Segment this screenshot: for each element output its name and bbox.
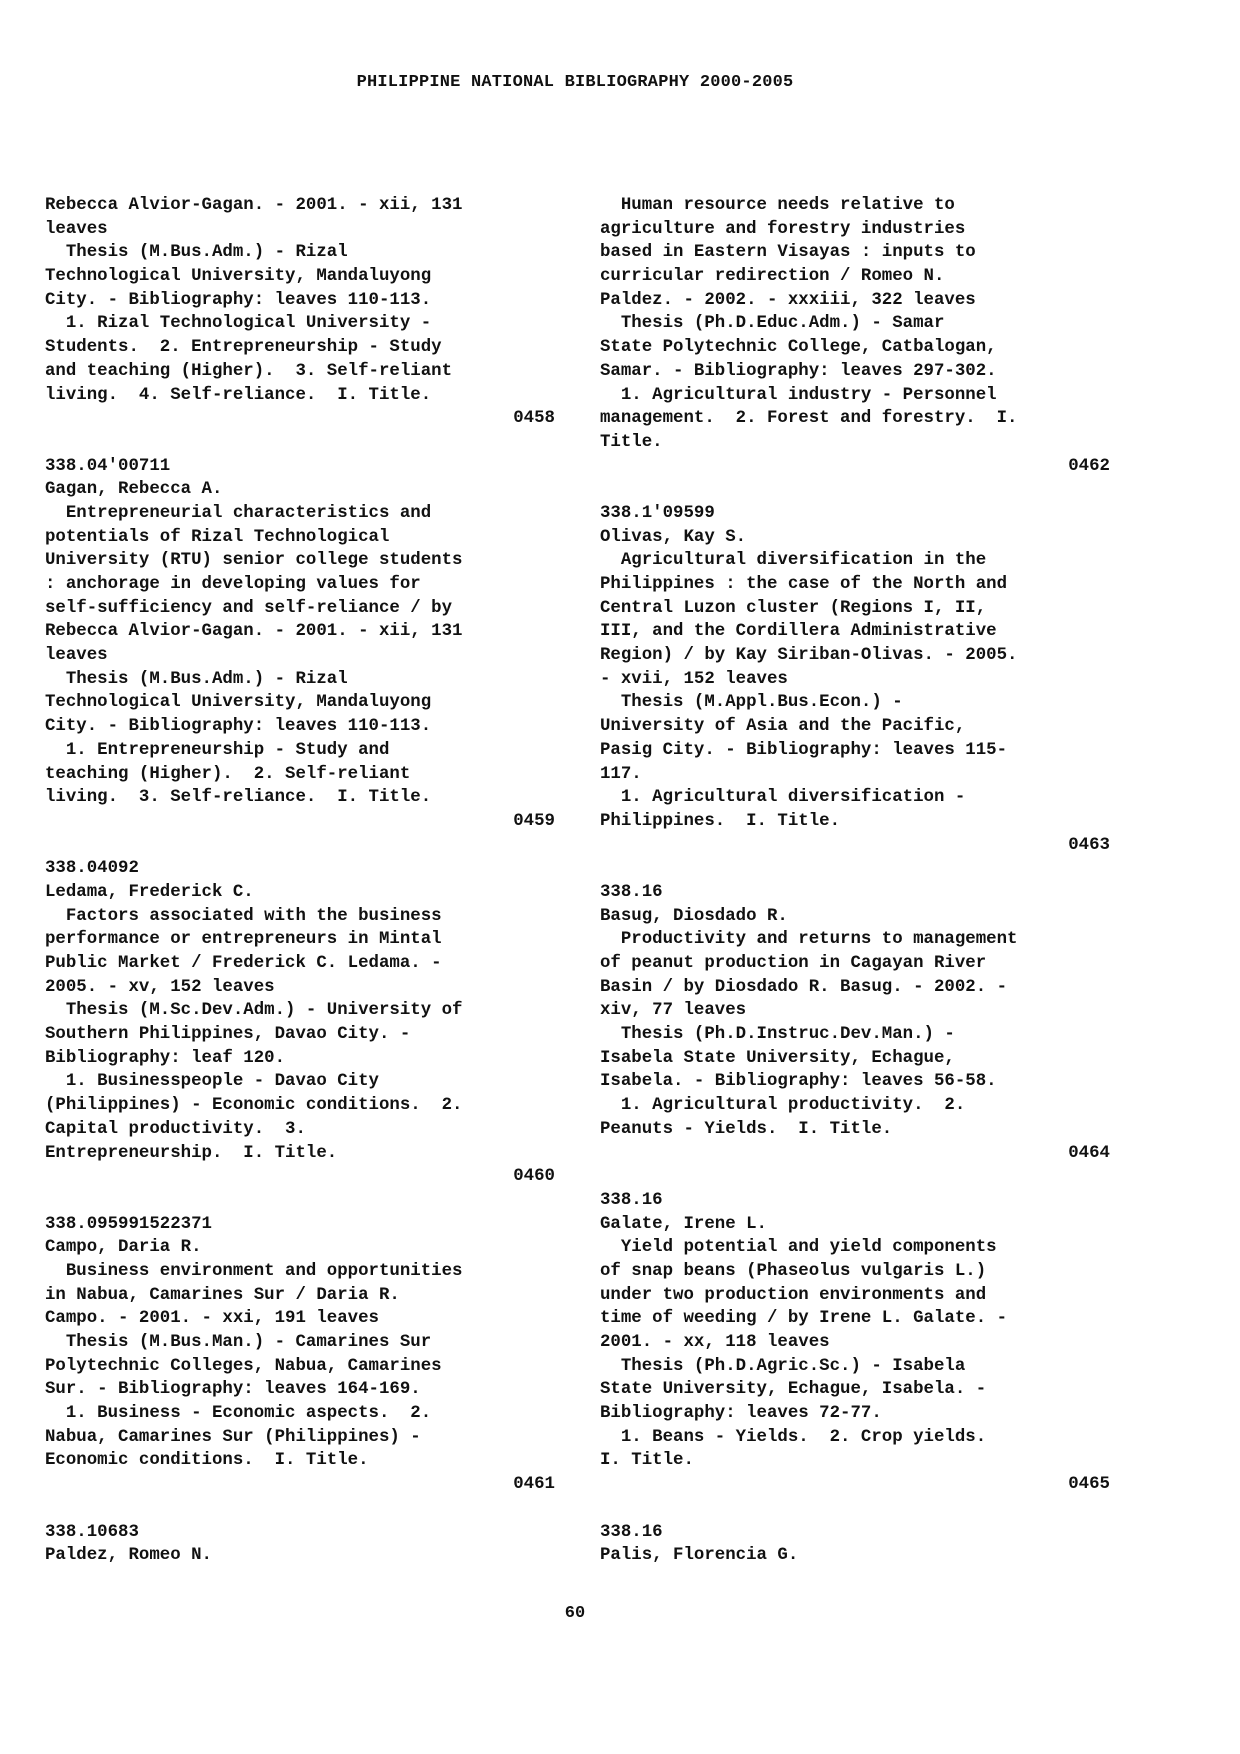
entry-line: 1. Business - Economic aspects. 2.: [45, 1404, 432, 1424]
entry-gap: [45, 1497, 555, 1521]
entry-line: Economic conditions. I. Title.: [45, 1451, 369, 1471]
entry-line: 338.04'00711: [45, 456, 171, 476]
entry-line: curricular redirection / Romeo N.: [600, 267, 945, 287]
entry-line: 338.10683: [45, 1522, 139, 1542]
entry-line: Thesis (M.Bus.Adm.) - Rizal: [45, 243, 348, 263]
entry-number: 0461: [513, 1475, 555, 1495]
bibliography-entry: [600, 1521, 1110, 1568]
entry-line: leaves: [45, 219, 108, 239]
entry-number: 0459: [513, 811, 555, 831]
right-column: [600, 194, 1110, 1568]
entry-line: Isabela State University, Echague,: [600, 1048, 955, 1068]
entry-line: - xvii, 152 leaves: [600, 669, 788, 689]
entry-line: living. 3. Self-reliance. I. Title.: [45, 788, 432, 808]
entry-line: 1. Businesspeople - Davao City: [45, 1072, 379, 1092]
entry-line: Nabua, Camarines Sur (Philippines) -: [45, 1427, 421, 1447]
entry-line: Productivity and returns to management: [600, 930, 1018, 950]
entry-number: 0465: [1068, 1475, 1110, 1495]
entry-line: Ledama, Frederick C.: [45, 882, 254, 902]
entry-line: Rebecca Alvior-Gagan. - 2001. - xii, 131: [45, 196, 463, 215]
entry-line: University of Asia and the Pacific,: [600, 717, 966, 737]
entry-line: Technological University, Mandaluyong: [45, 693, 432, 713]
entry-line: 1. Rizal Technological University -: [45, 314, 432, 334]
entry-line: Thesis (M.Bus.Man.) - Camarines Sur: [45, 1333, 432, 1352]
entry-line: Basin / by Diosdado R. Basug. - 2002. -: [600, 977, 1008, 997]
entry-line: 1. Entrepreneurship - Study and: [45, 740, 390, 760]
entry-line: in Nabua, Camarines Sur / Daria R.: [45, 1285, 400, 1305]
entry-line: of peanut production in Cagayan River: [600, 954, 987, 973]
entry-line: 338.04092: [45, 859, 139, 879]
entry-line: Entrepreneurship. I. Title.: [45, 1143, 338, 1163]
entry-gap: [45, 834, 555, 858]
entry-gap: [600, 1165, 1110, 1189]
entry-line: Paldez, Romeo N.: [45, 1546, 212, 1566]
entry-line: University (RTU) senior college students: [45, 551, 463, 571]
entry-line: I. Title.: [600, 1451, 694, 1471]
entry-line: self-sufficiency and self-reliance / by: [45, 598, 453, 618]
entry-line: Thesis (Ph.D.Agric.Sc.) - Isabela: [600, 1356, 966, 1376]
entry-gap: [600, 478, 1110, 502]
entry-line: Bibliography: leaves 72-77.: [600, 1404, 882, 1424]
entry-number: 0462: [1068, 456, 1110, 476]
page-header: PHILIPPINE NATIONAL BIBLIOGRAPHY 2000-2005: [356, 73, 794, 92]
entry-line: potentials of Rizal Technological: [45, 527, 390, 547]
entry-line: Sur. - Bibliography: leaves 164-169.: [45, 1380, 421, 1400]
bibliography-entry: [600, 502, 1110, 857]
entry-line: Thesis (Ph.D.Educ.Adm.) - Samar: [600, 314, 945, 334]
entry-line: : anchorage in developing values for: [45, 575, 421, 594]
entry-line: Philippines : the case of the North and: [600, 575, 1008, 594]
entry-line: Central Luzon cluster (Regions I, II,: [600, 598, 987, 618]
entry-line: Bibliography: leaf 120.: [45, 1048, 286, 1068]
entry-line: 338.095991522371: [45, 1214, 212, 1234]
entry-line: Galate, Irene L.: [600, 1214, 767, 1234]
entry-line: teaching (Higher). 2. Self-reliant: [45, 764, 411, 784]
entry-line: City. - Bibliography: leaves 110-113.: [45, 717, 432, 737]
entry-line: Campo, Daria R.: [45, 1238, 202, 1258]
entry-line: 1. Agricultural productivity. 2.: [600, 1096, 966, 1116]
entry-gap: [45, 1189, 555, 1213]
entry-line: Human resource needs relative to: [600, 196, 955, 215]
entry-line: Students. 2. Entrepreneurship - Study: [45, 338, 442, 358]
bibliography-entry: [600, 881, 1110, 1165]
entry-line: Thesis (M.Bus.Adm.) - Rizal: [45, 669, 348, 689]
entry-line: Thesis (M.Sc.Dev.Adm.) - University of: [45, 1001, 463, 1021]
entry-line: Basug, Diosdado R.: [600, 906, 788, 926]
entry-line: management. 2. Forest and forestry. I.: [600, 409, 1018, 429]
bibliography-entry: [45, 194, 555, 431]
entry-line: 117.: [600, 764, 642, 784]
bibliography-entry: [45, 857, 555, 1189]
entry-gap: [45, 431, 555, 455]
entry-line: Yield potential and yield components: [600, 1238, 997, 1258]
entry-line: time of weeding / by Irene L. Galate. -: [600, 1309, 1008, 1329]
entry-line: Capital productivity. 3.: [45, 1119, 306, 1139]
entry-number: 0460: [513, 1167, 555, 1187]
bibliography-entry: [45, 1521, 555, 1568]
entry-line: Business environment and opportunities: [45, 1261, 463, 1281]
entry-line: 2001. - xx, 118 leaves: [600, 1333, 830, 1352]
bibliography-entry: [600, 194, 1110, 478]
entry-line: Paldez. - 2002. - xxxiii, 322 leaves: [600, 290, 976, 310]
entry-line: Peanuts - Yields. I. Title.: [600, 1119, 893, 1139]
entry-line: Gagan, Rebecca A.: [45, 480, 223, 500]
entry-number: 0463: [1068, 835, 1110, 855]
entry-line: Technological University, Mandaluyong: [45, 267, 432, 287]
entry-line: III, and the Cordillera Administrative: [600, 622, 997, 642]
entry-line: 338.16: [600, 1522, 663, 1542]
entry-line: Entrepreneurial characteristics and: [45, 503, 432, 523]
entry-line: leaves: [45, 646, 108, 666]
entry-line: State Polytechnic College, Catbalogan,: [600, 338, 997, 358]
entry-line: 2005. - xv, 152 leaves: [45, 977, 275, 997]
entry-line: Olivas, Kay S.: [600, 527, 747, 547]
entry-line: 1. Beans - Yields. 2. Crop yields.: [600, 1427, 987, 1447]
entry-line: 1. Agricultural diversification -: [600, 788, 966, 808]
entry-line: Thesis (M.Appl.Bus.Econ.) -: [600, 693, 903, 713]
entry-line: Thesis (Ph.D.Instruc.Dev.Man.) -: [600, 1025, 955, 1045]
entry-line: and teaching (Higher). 3. Self-reliant: [45, 361, 453, 381]
entry-line: 338.16: [600, 1190, 663, 1210]
entry-line: Factors associated with the business: [45, 906, 442, 926]
entry-line: Philippines. I. Title.: [600, 811, 841, 831]
entry-line: Samar. - Bibliography: leaves 297-302.: [600, 361, 997, 381]
bibliography-entry: [45, 455, 555, 834]
entry-number: 0464: [1068, 1143, 1110, 1163]
entry-line: agriculture and forestry industries: [600, 219, 966, 239]
entry-line: Region) / by Kay Siriban-Olivas. - 2005.: [600, 646, 1018, 666]
entry-line: living. 4. Self-reliance. I. Title.: [45, 385, 432, 405]
entry-line: based in Eastern Visayas : inputs to: [600, 243, 976, 263]
page-number: 60: [564, 1604, 586, 1623]
entry-line: (Philippines) - Economic conditions. 2.: [45, 1096, 463, 1116]
entry-line: Title.: [600, 432, 663, 452]
entry-line: Polytechnic Colleges, Nabua, Camarines: [45, 1356, 442, 1376]
entry-number: 0458: [513, 409, 555, 429]
entry-line: xiv, 77 leaves: [600, 1001, 747, 1021]
entry-line: Palis, Florencia G.: [600, 1546, 799, 1566]
entry-line: State University, Echague, Isabela. -: [600, 1380, 987, 1400]
entry-gap: [600, 1497, 1110, 1521]
entry-line: Isabela. - Bibliography: leaves 56-58.: [600, 1072, 997, 1092]
entry-line: Public Market / Frederick C. Ledama. -: [45, 954, 442, 973]
entry-line: of snap beans (Phaseolus vulgaris L.): [600, 1261, 987, 1281]
entry-line: performance or entrepreneurs in Mintal: [45, 930, 442, 950]
entry-line: 1. Agricultural industry - Personnel: [600, 385, 997, 405]
left-column: [45, 194, 555, 1568]
bibliography-entry: [45, 1213, 555, 1497]
entry-gap: [600, 857, 1110, 881]
entry-line: City. - Bibliography: leaves 110-113.: [45, 290, 432, 310]
entry-line: Rebecca Alvior-Gagan. - 2001. - xii, 131: [45, 622, 463, 642]
entry-line: Campo. - 2001. - xxi, 191 leaves: [45, 1309, 379, 1329]
entry-line: under two production environments and: [600, 1285, 987, 1305]
entry-line: Southern Philippines, Davao City. -: [45, 1025, 411, 1045]
entry-line: Agricultural diversification in the: [600, 551, 987, 571]
bibliography-entry: [600, 1189, 1110, 1497]
entry-line: 338.16: [600, 882, 663, 902]
entry-line: Pasig City. - Bibliography: leaves 115-: [600, 740, 1008, 760]
entry-line: 338.1'09599: [600, 503, 715, 523]
